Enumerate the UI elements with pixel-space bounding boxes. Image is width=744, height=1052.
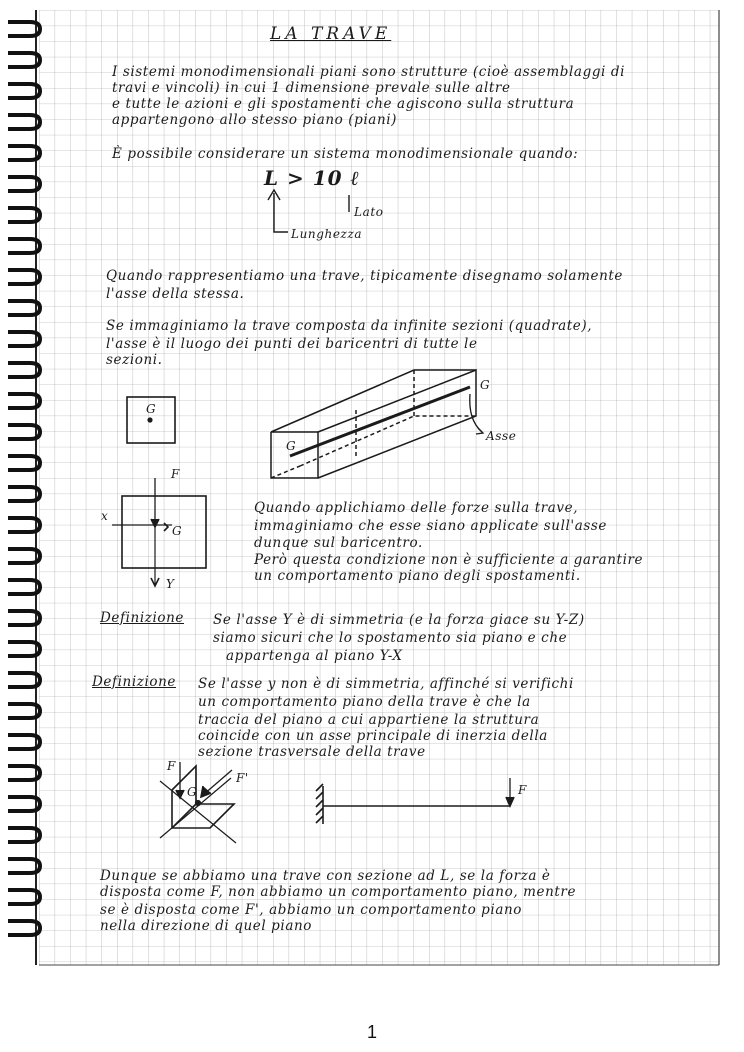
- formula: L > 10 ℓ: [264, 166, 361, 190]
- label-f-lsection: F: [167, 759, 176, 773]
- intro-line-1: I sistemi monodimensionali piani sono strutture (cioè assemblaggi di: [112, 64, 626, 80]
- label-g-lsection: G: [187, 785, 198, 799]
- definition-2-line-1: Se l'asse y non è di simmetria, affinché si verifichi: [198, 676, 574, 692]
- label-g-section: G: [172, 524, 183, 538]
- section-line-3: sezioni.: [106, 352, 163, 368]
- section-line-1: Se immaginiamo la trave composta da infinite sezioni (quadrate),: [106, 318, 593, 334]
- label-axis-y: Y: [166, 577, 175, 591]
- definition-1-line-2: siamo sicuri che lo spostamento sia piano e che: [213, 630, 568, 646]
- forces-line-1: Quando applichiamo delle forze sulla trave,: [254, 500, 579, 516]
- forces-line-4: Però questa condizione non è sufficiente a garantire: [254, 552, 644, 568]
- intro-line-3: e tutte le azioni e gli spostamenti che agiscono sulla struttura: [112, 96, 575, 112]
- representation-line-1: Quando rappresentiamo una trave, tipicamente disegnamo solamente: [106, 268, 623, 284]
- forces-line-5: un comportamento piano degli spostamenti.: [254, 568, 581, 584]
- conclusion-line-1: Dunque se abbiamo una trave con sezione ad L, se la forza è: [100, 868, 551, 884]
- definition-1-label: Definizione: [100, 610, 184, 626]
- intro-line-2: travi e vincoli) in cui 1 dimensione prevale sulle altre: [112, 80, 511, 96]
- label-length: Lunghezza: [291, 227, 363, 241]
- conclusion-line-2: disposta come F, non abbiamo un comportamento piano, mentre: [100, 884, 577, 900]
- conclusion-line-3: se è disposta come F', abbiamo un comportamento piano: [100, 902, 523, 918]
- page-number: 1: [366, 1022, 377, 1042]
- label-f-prime: F': [236, 771, 249, 785]
- definition-2-label: Definizione: [92, 674, 176, 690]
- condition-intro: È possibile considerare un sistema monodimensionale quando:: [112, 146, 579, 162]
- label-f-beam: F: [518, 783, 527, 797]
- label-g-beam-left: G: [286, 439, 297, 453]
- conclusion-line-4: nella direzione di quel piano: [100, 918, 313, 934]
- forces-line-3: dunque sul baricentro.: [254, 535, 423, 551]
- label-g-beam-right: G: [480, 378, 491, 392]
- definition-1-line-3: appartenga al piano Y-X: [226, 648, 403, 664]
- intro-line-4: appartengono allo stesso piano (piani): [112, 112, 398, 128]
- label-side: Lato: [354, 205, 384, 219]
- label-g-square: G: [146, 402, 157, 416]
- label-force-f: F: [171, 467, 180, 481]
- section-line-2: l'asse è il luogo dei punti dei baricentri di tutte le: [106, 336, 478, 352]
- definition-2-line-4: coincide con un asse principale di inerzia della: [198, 728, 548, 744]
- page-title: LA TRAVE: [270, 24, 392, 44]
- definition-2-line-2: un comportamento piano della trave è che la: [198, 694, 531, 710]
- label-axis-x: x: [101, 509, 109, 523]
- definition-1-line-1: Se l'asse Y è di simmetria (e la forza giace su Y-Z): [213, 612, 585, 628]
- label-axis: Asse: [486, 429, 517, 443]
- representation-line-2: l'asse della stessa.: [106, 286, 245, 302]
- forces-line-2: immaginiamo che esse siano applicate sull'asse: [254, 518, 608, 534]
- definition-2-line-5: sezione trasversale della trave: [198, 744, 426, 760]
- definition-2-line-3: traccia del piano a cui appartiene la struttura: [198, 712, 540, 728]
